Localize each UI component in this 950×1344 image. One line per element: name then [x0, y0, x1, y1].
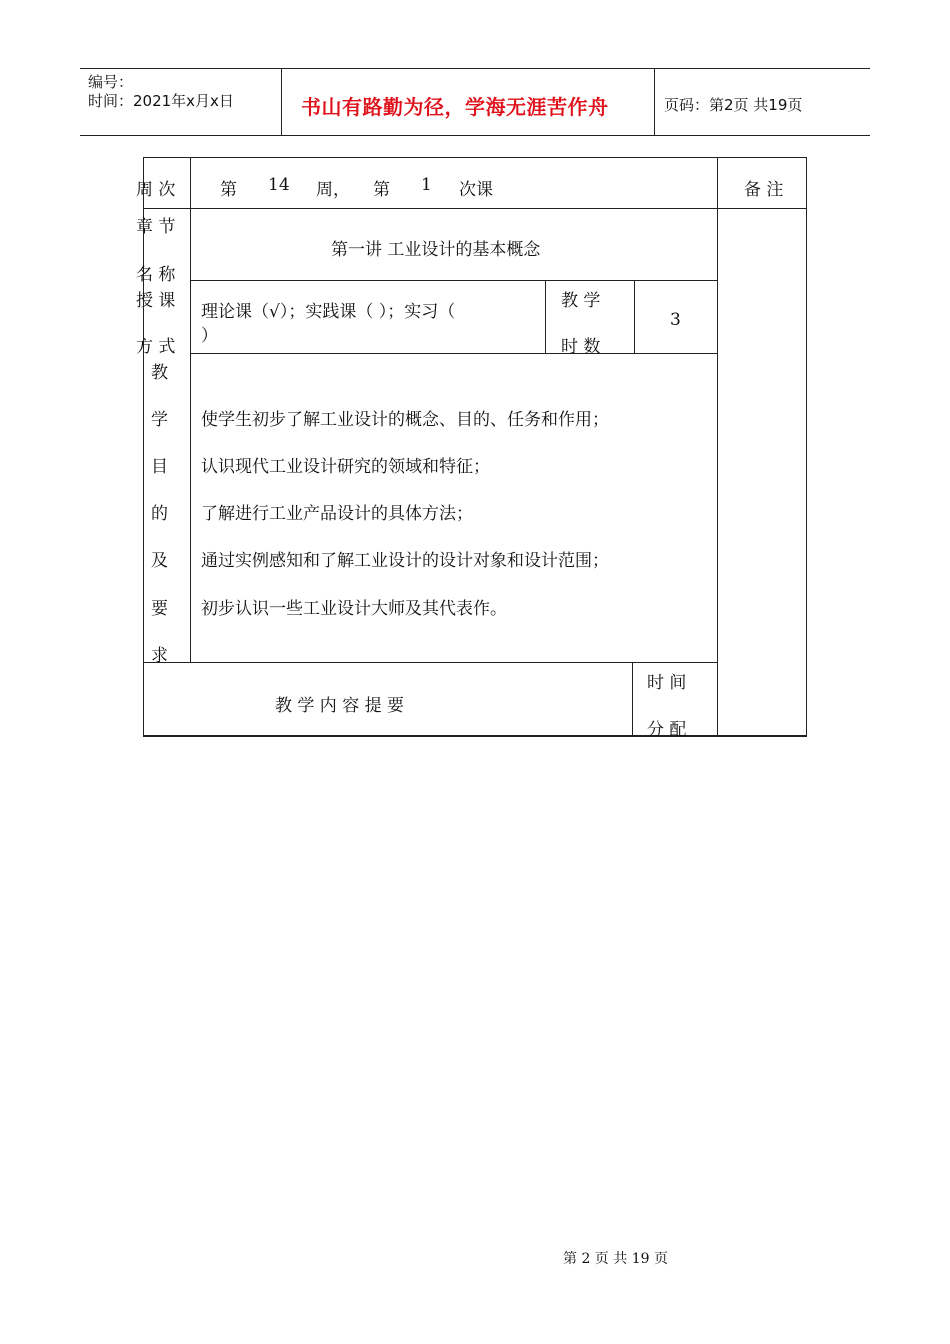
header-motto: 书山有路勤为径，学海无涯苦作舟 [301, 95, 609, 119]
lesson-prefix: 第 [373, 180, 390, 200]
table-rule-row3 [190, 353, 718, 354]
table-rule-row1 [143, 208, 807, 209]
header-top-rule [80, 68, 870, 69]
page-number-label: 页码：第2页 共19页 [664, 96, 803, 114]
table-rule-row2 [190, 280, 718, 281]
header-divider-left [281, 68, 282, 136]
objective-item: 了解进行工业产品设计的具体方法； [201, 504, 473, 524]
week-suffix: 周， [316, 180, 350, 200]
objectives-label-char: 教 [151, 363, 168, 383]
method-options-line2: ） [201, 326, 218, 346]
table-rule-left [143, 157, 144, 737]
hours-label-line1: 教 学 [561, 291, 601, 311]
hours-label-line2: 时 数 [561, 337, 601, 357]
lesson-number: 1 [421, 175, 432, 195]
chapter-label-line2: 名 称 [136, 265, 176, 285]
time-allocation-label-line1: 时 间 [647, 673, 687, 693]
table-rule-right [806, 157, 807, 737]
lesson-suffix: 次课 [459, 180, 493, 200]
header-bottom-rule [80, 135, 870, 136]
table-rule-label-col [190, 157, 191, 663]
week-number: 14 [268, 175, 290, 195]
document-time-label: 时间：2021年x月x日 [88, 92, 234, 110]
content-summary-label: 教 学 内 容 提 要 [275, 696, 405, 716]
objectives-label-char: 及 [151, 551, 168, 571]
objective-item: 使学生初步了解工业设计的概念、目的、任务和作用； [201, 410, 609, 430]
objectives-label-char: 求 [151, 646, 168, 666]
method-label-line1: 授 课 [136, 291, 176, 311]
chapter-title: 第一讲 工业设计的基本概念 [331, 240, 541, 260]
table-rule-hours-value-col [634, 280, 635, 354]
week-label: 周 次 [136, 180, 176, 200]
document-number-label: 编号： [88, 73, 134, 91]
objective-item: 认识现代工业设计研究的领域和特征； [201, 457, 490, 477]
objectives-label-char: 要 [151, 599, 168, 619]
remarks-header: 备 注 [744, 180, 784, 200]
table-rule-hours-label-col [545, 280, 546, 354]
week-prefix: 第 [220, 180, 237, 200]
objective-item: 初步认识一些工业设计大师及其代表作。 [201, 599, 507, 619]
objectives-label-char: 学 [151, 410, 168, 430]
page-footer: 第 2 页 共 19 页 [563, 1251, 668, 1267]
objectives-label-char: 的 [151, 504, 168, 524]
chapter-label-line1: 章 节 [136, 217, 176, 237]
table-rule-bottom [143, 735, 807, 737]
hours-value: 3 [670, 310, 681, 330]
time-allocation-label-line2: 分 配 [647, 720, 687, 740]
table-rule-remarks-col [717, 157, 718, 737]
objective-item: 通过实例感知和了解工业设计的设计对象和设计范围； [201, 551, 609, 571]
method-options-line1: 理论课（√）；实践课（ ）；实习（ [201, 302, 456, 322]
table-rule-top [143, 157, 807, 158]
header-divider-right [654, 68, 655, 136]
objectives-label-char: 目 [151, 457, 168, 477]
table-rule-time-col [632, 662, 633, 736]
method-label-line2: 方 式 [136, 337, 176, 357]
